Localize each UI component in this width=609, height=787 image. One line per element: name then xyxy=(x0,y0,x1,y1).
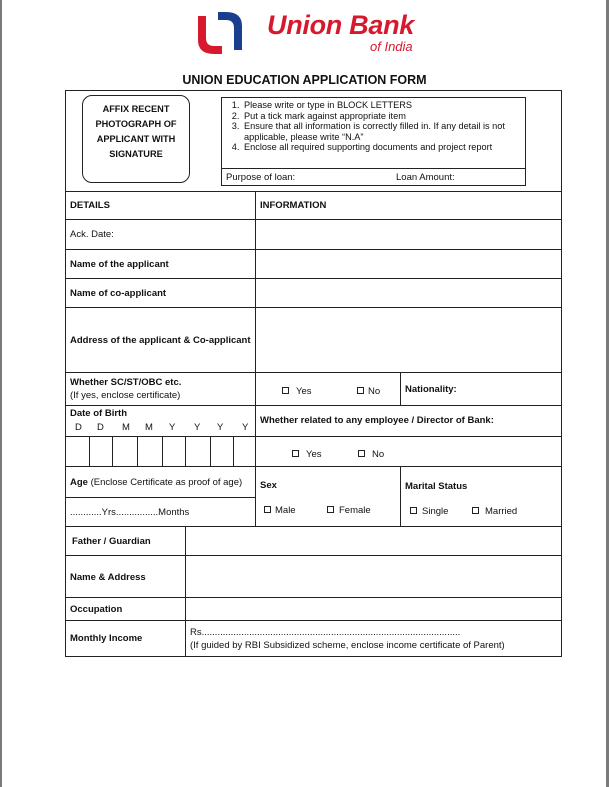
dob-letter: Y xyxy=(217,422,224,433)
row-line xyxy=(65,597,562,598)
married-label: Married xyxy=(485,506,518,517)
female-label: Female xyxy=(339,505,371,516)
nationality-label: Nationality: xyxy=(405,384,457,395)
dob-letter: Y xyxy=(194,422,201,433)
row-line xyxy=(65,436,562,437)
age-note: (Enclose Certificate as proof of age) xyxy=(90,477,243,488)
instruction-item: 4. Enclose all required supporting documents and project report xyxy=(242,142,525,153)
sc-yes-checkbox[interactable] xyxy=(282,387,289,394)
father-guardian-label: Father / Guardian xyxy=(72,536,151,547)
row-line xyxy=(65,405,562,406)
instruction-item: 1. Please write or type in BLOCK LETTERS xyxy=(242,100,525,111)
dob-letter: M xyxy=(145,422,153,433)
ack-date-label: Ack. Date: xyxy=(70,229,114,240)
sc-no-checkbox[interactable] xyxy=(357,387,364,394)
dob-cell-divider xyxy=(137,436,138,466)
row-line xyxy=(65,249,562,250)
dob-letter: Y xyxy=(242,422,249,433)
dob-letter: D xyxy=(97,422,104,433)
income-rs-line: Rs.................................................................................................. xyxy=(190,627,461,638)
dob-letter: D xyxy=(75,422,82,433)
row-line xyxy=(65,555,562,556)
related-yes-checkbox[interactable] xyxy=(292,450,299,457)
dob-cell-divider xyxy=(210,436,211,466)
applicant-name-label: Name of the applicant xyxy=(70,259,169,270)
sc-st-obc-label: Whether SC/ST/OBC etc. xyxy=(70,377,182,388)
dob-cell-divider xyxy=(233,436,234,466)
female-checkbox[interactable] xyxy=(327,506,334,513)
row-line xyxy=(65,497,255,498)
row-line xyxy=(65,372,562,373)
related-no-label: No xyxy=(372,449,385,460)
photo-line-1: AFFIX RECENT xyxy=(102,104,170,114)
row-line xyxy=(65,620,562,621)
row-line xyxy=(65,526,562,527)
sex-label: Sex xyxy=(260,480,277,491)
row-line xyxy=(65,466,562,467)
row-line xyxy=(65,191,562,192)
related-employee-label: Whether related to any employee / Director of Bank: xyxy=(260,415,494,426)
bank-subtitle: of India xyxy=(370,39,413,54)
instruction-item: 3. Ensure that all information is correctly filled in. If any detail is not applicable, please write “N.A” xyxy=(242,121,525,142)
dob-letter: Y xyxy=(169,422,176,433)
dob-cell-divider xyxy=(89,436,90,466)
occupation-label: Occupation xyxy=(70,604,123,615)
dob-cell-divider xyxy=(162,436,163,466)
photo-box[interactable] xyxy=(82,95,190,183)
name-address-label: Name & Address xyxy=(70,572,146,583)
male-checkbox[interactable] xyxy=(264,506,271,513)
dob-cell-divider xyxy=(185,436,186,466)
sc-st-obc-note: (If yes, enclose certificate) xyxy=(70,390,181,401)
information-header: INFORMATION xyxy=(260,200,327,211)
column-line xyxy=(185,526,186,657)
column-line xyxy=(255,191,256,526)
age-title: Age xyxy=(70,477,88,488)
dob-letter: M xyxy=(122,422,130,433)
form-title: UNION EDUCATION APPLICATION FORM xyxy=(182,73,427,87)
dob-label: Date of Birth xyxy=(70,408,127,419)
photo-line-3: APPLICANT WITH xyxy=(96,134,176,144)
column-line xyxy=(400,372,401,405)
age-fill-line: ............Yrs................Months xyxy=(70,507,190,518)
loan-amount-label: Loan Amount: xyxy=(396,172,455,183)
purpose-of-loan-label: Purpose of loan: xyxy=(226,172,296,183)
address-label: Address of the applicant & Co-applicant xyxy=(70,335,251,346)
row-line xyxy=(65,278,562,279)
single-label: Single xyxy=(422,506,449,517)
age-label xyxy=(70,477,242,488)
sc-yes-label: Yes xyxy=(296,386,312,397)
married-checkbox[interactable] xyxy=(472,507,479,514)
instructions-divider xyxy=(222,168,525,169)
single-checkbox[interactable] xyxy=(410,507,417,514)
photo-line-2: PHOTOGRAPH OF xyxy=(95,119,177,129)
income-note: (If guided by RBI Subsidized scheme, enclose income certificate of Parent) xyxy=(190,640,505,651)
union-bank-logo-icon xyxy=(192,8,248,58)
instruction-item: 2. Put a tick mark against appropriate item xyxy=(242,111,525,122)
monthly-income-label: Monthly Income xyxy=(70,633,143,644)
marital-status-label: Marital Status xyxy=(405,481,468,492)
sc-no-label: No xyxy=(368,386,381,397)
related-yes-label: Yes xyxy=(306,449,322,460)
male-label: Male xyxy=(275,505,296,516)
row-line xyxy=(65,307,562,308)
details-header: DETAILS xyxy=(70,200,110,211)
related-no-checkbox[interactable] xyxy=(358,450,365,457)
row-line xyxy=(65,219,562,220)
dob-cell-divider xyxy=(112,436,113,466)
co-applicant-name-label: Name of co-applicant xyxy=(70,288,167,299)
page-left-edge xyxy=(0,0,2,787)
photo-line-4: SIGNATURE xyxy=(109,149,163,159)
instructions-box xyxy=(221,97,526,186)
bank-name: Union Bank xyxy=(267,10,415,40)
column-line xyxy=(400,466,401,526)
